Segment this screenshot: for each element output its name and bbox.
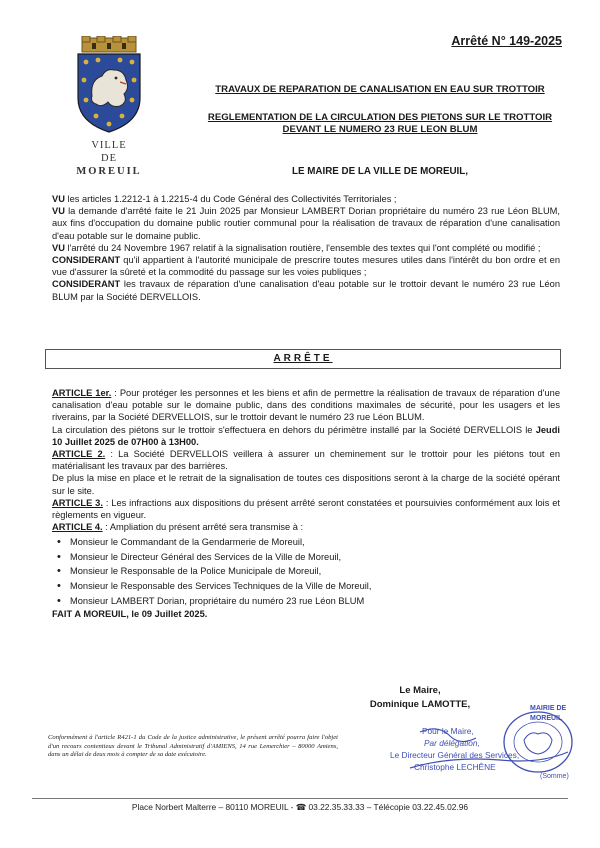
article-3: ARTICLE 3. : Les infractions aux dispositions du présent arrêté seront constatées et poursuivies conformément aux lois et règlements en vigueur. — [52, 497, 561, 521]
maire-heading: LE MAIRE DE LA VILLE DE MOREUIL, — [292, 166, 468, 177]
arrete-heading-box — [45, 349, 561, 369]
list-item: • Monsieur le Responsable de la Police Municipale de Moreuil, — [52, 565, 560, 577]
arrete-number: Arrêté N° 149-2025 — [451, 34, 562, 48]
footer-address: Place Norbert Malterre – 80110 MOREUIL - ☎ 03.22.35.33.33 – Télécopie 03.22.45.02.96 — [131, 802, 469, 812]
stamp-line-name: Christophe LECHÊNE — [414, 762, 496, 772]
fait-a: FAIT A MOREUIL, le 09 Juillet 2025. — [52, 608, 208, 619]
article-2-signalisation: De plus la mise en place et le retrait de la signalisation de toutes ces dispositions seront à la charge de la société opérant sur le site. — [52, 473, 560, 496]
stamp-line-pour-le-maire: Pour le Maire, — [422, 726, 474, 736]
de-label: DE — [101, 153, 117, 164]
list-item: • Monsieur le Responsable des Services Techniques de la Ville de Moreuil, — [52, 580, 560, 592]
article-1-circulation: La circulation des piétons sur le trottoir s'effectuera en dehors du périmètre installé par la Société DERVELLOIS le Jeudi 10 Juillet 2025 de 07H00 à 13H00. — [52, 424, 560, 447]
seal-text: MAIRIE DE MOREUIL — [530, 705, 567, 722]
articles — [52, 387, 560, 620]
footer-divider — [32, 798, 568, 799]
preamble-vu-3: VU l'arrêté du 24 Novembre 1967 relatif à la signalisation routière, l'ensemble des textes qui l'ont complété ou modifié ; — [52, 242, 541, 253]
signature-name: Dominique LAMOTTE, — [369, 699, 471, 710]
legal-recourse-note: Conformément à l'article R421-1 du Code de la justice administrative, le présent arrêté pourra faire l'objet d'un recours contentieux devant le Tribunal Administratif d'AMIENS, 14 rue Lemerchier – 80000 Amiens, dans un délai de deux mois à compter de sa date exécutoire. — [48, 734, 338, 759]
article-4: ARTICLE 4. : Ampliation du présent arrêté sera transmise à : — [52, 522, 304, 533]
preamble-considerant-1: CONSIDERANT qu'il appartient à l'autorité municipale de prescrire toutes mesures utiles dans l'intérêt du bon ordre et en vue d'assurer la sûreté et la commodité du passage sur les voies publiques ; — [52, 255, 560, 278]
arrete-heading: ARRÊTE — [273, 353, 333, 364]
list-item: • Monsieur le Commandant de la Gendarmerie de Moreuil, — [52, 536, 560, 548]
official-stamp — [390, 705, 580, 790]
signature-title: Le Maire, — [399, 685, 441, 696]
article-2: ARTICLE 2. : La Société DERVELLOIS veillera à assurer un cheminement sur le trottoir pour les piétons tout en matérialisant les travaux par des barrières. — [52, 449, 560, 472]
title-reglementation-line2: DEVANT LE NUMERO 23 RUE LEON BLUM — [282, 124, 478, 135]
preamble-vu-2: VU la demande d'arrêté faite le 21 Juin 2025 par Monsieur LAMBERT Dorian propriétaire du numéro 23 rue Léon BLUM, aux fins d'occupation du domaine public routier communal pour la réalisation de travaux de réparation d'une canalisation d'eau potable sur le domaine public. — [52, 206, 560, 241]
preamble — [52, 193, 560, 303]
title-reglementation-line1: REGLEMENTATION DE LA CIRCULATION DES PIETONS SUR LE TROTTOIR — [207, 112, 553, 123]
preamble-considerant-2: CONSIDERANT les travaux de réparation d'une canalisation d'eau potable sur le trottoir devant le numéro 23 rue Léon BLUM par la Société DERVELLOIS. — [52, 279, 560, 302]
article-1: ARTICLE 1er. : Pour protéger les personnes et les biens et afin de permettre la réalisation de travaux de réparation d'une canalisation d'eau potable sur le domaine public, dans des conditions maximales de sécurité, pour les usagers et les riverains, par la Société DERVELLOIS, sur le trottoir devant le numéro 23 rue Léon BLUM. — [52, 388, 560, 423]
stamp-line-directeur: Le Directeur Général des Services, — [390, 750, 520, 760]
ville-label: VILLE — [91, 140, 127, 151]
list-item: • Monsieur le Directeur Général des Services de la Ville de Moreuil, — [52, 551, 560, 563]
title-travaux: TRAVAUX DE REPARATION DE CANALISATION EN EAU SUR TROTTOIR — [215, 84, 545, 95]
stamp-line-delegation: Par délégation, — [424, 738, 480, 748]
moreuil-label: MOREUIL — [76, 166, 142, 177]
preamble-vu-1: VU les articles 1.2212-1 à 1.2215-4 du Code Général des Collectivités Territoriales ; — [52, 194, 397, 204]
recipient-list — [52, 536, 560, 607]
town-coat-of-arms-icon — [68, 36, 150, 134]
list-item: • Monsieur LAMBERT Dorian, propriétaire du numéro 23 rue Léon BLUM — [52, 595, 560, 607]
seal-bottom: (Somme) — [540, 773, 569, 780]
